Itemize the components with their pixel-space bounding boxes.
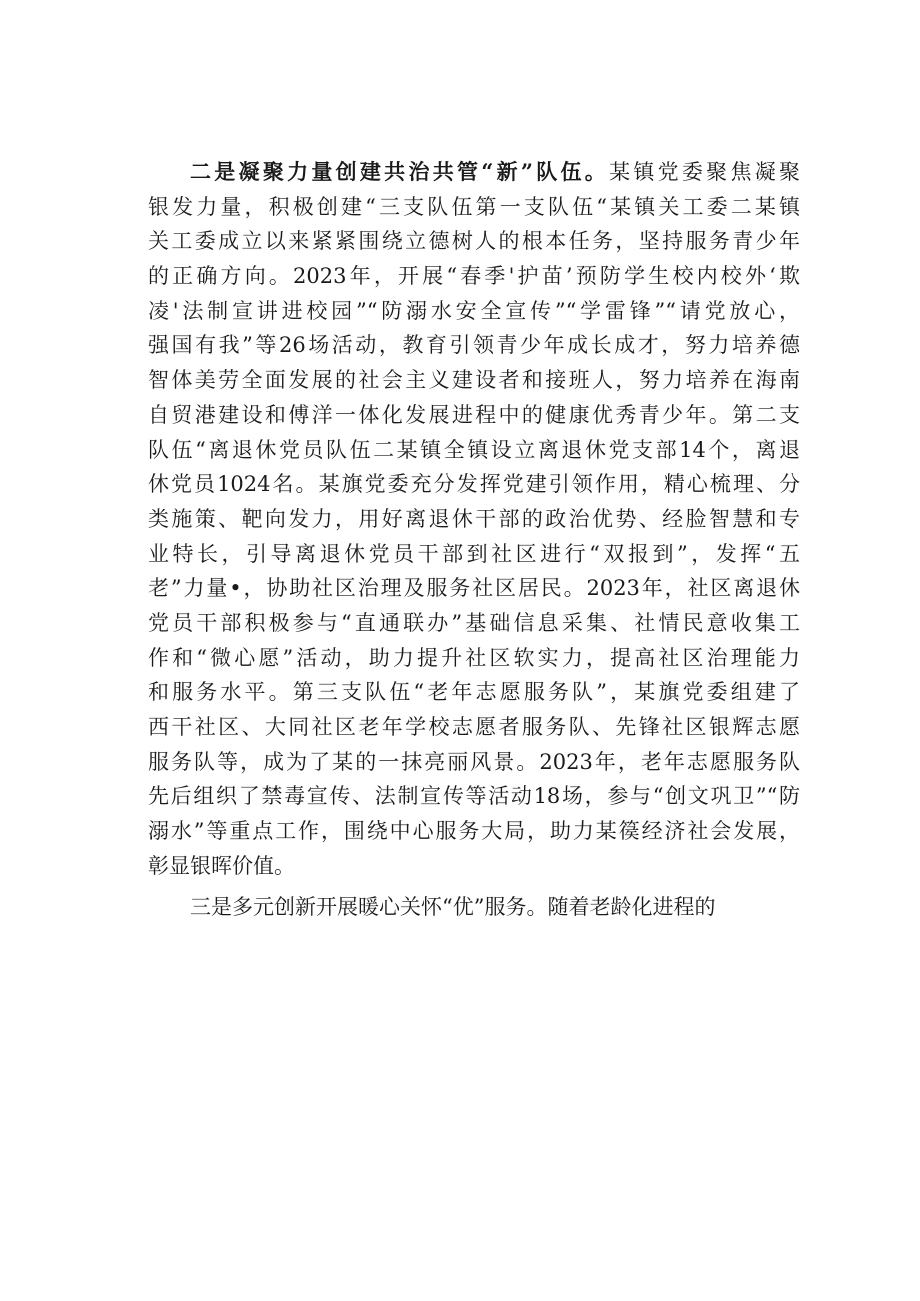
text-line: 关工委成立以来紧紧围绕立德树人的根本任务，坚持服务青少年 [148,229,800,254]
text-line: 三是多元创新开展暖心关怀“优”服务。随着老龄化进程的 [190,895,716,920]
text-line: 的正确方向。2023年，开展“春季'护苗’预防学生校内校外‘欺 [148,264,800,289]
text-line: 彰显银晖价值。 [148,853,295,878]
text-line: 溺水”等重点工作，围绕中心服务大局，助力某篌经济社会发展， [148,819,800,844]
text-line [148,155,800,190]
text-line: 业特长，引导离退休党员干部到社区进行“双报到”，发挥“五 [148,541,800,566]
text-line: 银发力量，积极创建“三支队伍第一支队伍“某镇关工委二某镇 [148,194,800,219]
text-line: 凌'法制宣讲进校园”“防溺水安全宣传”“学雷锋”“请党放心， [148,298,800,323]
text-line: 类施策、靶向发力，用好离退休干部的政治优势、经脸智慧和专 [148,506,800,531]
text-line: 强国有我”等26场活动，教育引领青少年成长成才，努力培养德 [148,333,800,358]
text-line: 队伍“离退休党员队伍二某镇全镇设立离退休党支部14个，离退 [148,437,800,462]
text-line: 和服务水平。第三支队伍“老年志愿服务队”，某旗党委组建了 [148,680,800,705]
text-line: 西干社区、大同社区老年学校志愿者服务队、先锋社区银辉志愿 [148,715,800,739]
text-line: 休党员1024名。某旗党委充分发挥党建引领作用，精心梳理、分 [148,472,800,497]
text-line: 老”力量•，协助社区治理及服务社区居民。2023年，社区离退休 [148,576,800,601]
text-line: 服务队等，成为了某的一抹亮丽风景。2023年，老年志愿服务队 [148,749,800,774]
text-run: 某镇党委聚焦凝聚 [609,160,800,184]
text-line: 先后组织了禁毒宣传、法制宣传等活动18场，参与“创文巩卫”“防 [148,784,800,809]
paragraph-care-services [148,890,800,925]
text-line: 自贸港建设和傅洋一体化发展进程中的健康优秀青少年。第二支 [148,402,800,427]
paragraph-team-building [148,155,800,883]
text-line: 智体美劳全面发展的社会主义建设者和接班人，努力培养在海南 [148,368,800,393]
paragraph-heading: 二是凝聚力量创建共治共管“新”队伍。 [190,159,610,184]
text-line: 作和“微心愿”活动，助力提升社区软实力，提高社区治理能力 [148,645,800,670]
text-line: 党员干部积极参与“直通联办”基础信息采集、社情民意收集工 [148,610,800,635]
document-body [148,155,800,925]
